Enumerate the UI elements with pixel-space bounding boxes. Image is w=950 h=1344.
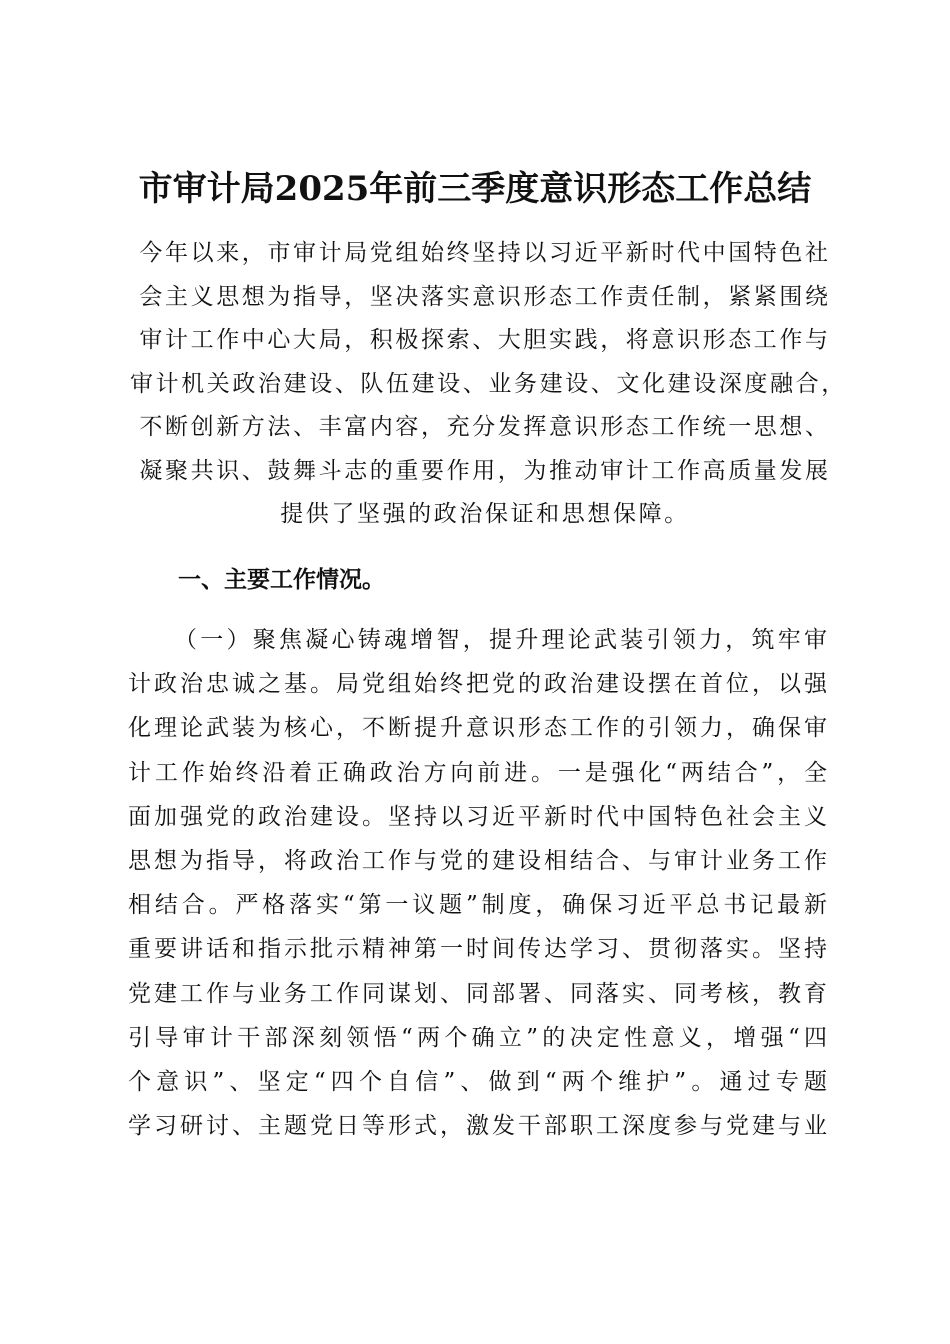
body-line: 思想为指导，将政治工作与党的建设相结合、与审计业务工作 [128, 848, 828, 875]
intro-paragraph [130, 232, 847, 537]
intro-line: 凝聚共识、鼓舞斗志的重要作用，为推动审计工作高质量发展 [139, 457, 831, 484]
document-title: 市审计局2025年前三季度意识形态工作总结 [138, 169, 812, 209]
body-line: 面加强党的政治建设。坚持以习近平新时代中国特色社会主义 [128, 803, 828, 830]
body-line: 计政治忠诚之基。局党组始终把党的政治建设摆在首位，以强 [128, 671, 828, 698]
intro-line: 审计工作中心大局，积极探索、大胆实践，将意识形态工作与 [139, 327, 831, 353]
body-line: 计工作始终沿着正确政治方向前进。一是强化“两结合”，全 [128, 759, 828, 786]
intro-line: 今年以来，市审计局党组始终坚持以习近平新时代中国特色社 [139, 240, 831, 266]
body-line: 化理论武装为核心，不断提升意识形态工作的引领力，确保审 [128, 715, 828, 742]
body-line: 引导审计干部深刻领悟“两个确立”的决定性意义，增强“四 [128, 1024, 828, 1051]
body-line: 相结合。严格落实“第一议题”制度，确保习近平总书记最新 [128, 892, 828, 919]
body-line: 个意识”、坚定“四个自信”、做到“两个维护”。通过专题 [128, 1069, 828, 1096]
intro-line: 不断创新方法、丰富内容，充分发挥意识形态工作统一思想、 [139, 414, 831, 440]
body-line: 重要讲话和指示批示精神第一时间传达学习、贯彻落实。坚持 [128, 936, 828, 963]
section-heading: 一、主要工作情况。 [178, 567, 385, 593]
body-line: （一）聚焦凝心铸魂增智，提升理论武装引领力，筑牢审 [174, 627, 828, 653]
body-line: 党建工作与业务工作同谋划、同部署、同落实、同考核，教育 [128, 980, 828, 1007]
body-paragraph [128, 618, 828, 1148]
intro-line: 提供了坚强的政治保证和思想保障。 [280, 501, 690, 527]
body-line: 学习研讨、主题党日等形式，激发干部职工深度参与党建与业 [128, 1113, 828, 1140]
intro-line: 审计机关政治建设、队伍建设、业务建设、文化建设深度融合， [130, 370, 847, 397]
intro-line: 会主义思想为指导，坚决落实意识形态工作责任制，紧紧围绕 [139, 283, 831, 310]
